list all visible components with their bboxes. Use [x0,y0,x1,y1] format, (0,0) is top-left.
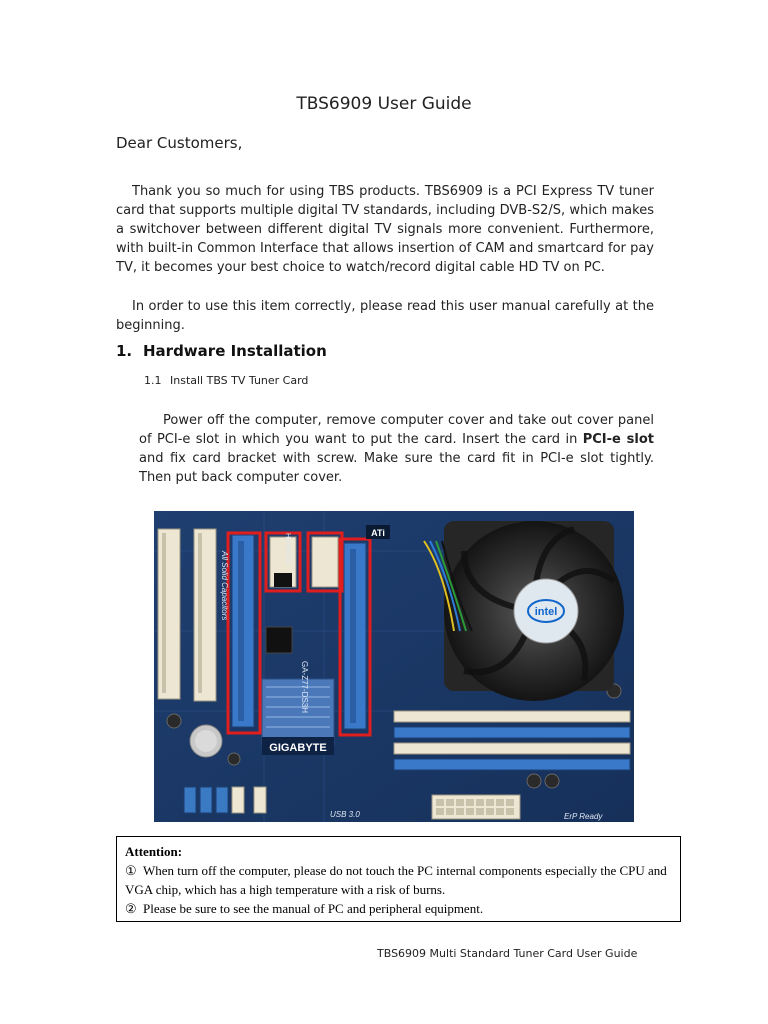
usb-label: USB 3.0 [330,810,360,819]
attention-mark-1: ① [125,863,137,878]
attention-text-1: When turn off the computer, please do not touch the PC internal components especially the CPU and VGA chip, which has a high temperature with a risk of burns. [125,863,667,897]
install-text-1: Power off the computer, remove computer cover and take out cover panel of PCI-e slot in which you want to put the card. Insert the card in [139,413,654,447]
install-text-2: and fix card bracket with screw. Make sure the card fit in PCI-e slot tightly. Then put back computer cover. [139,451,654,485]
page-footer: TBS6909 Multi Standard Tuner Card User Guide [377,947,638,960]
install-text-bold: PCI-e slot [582,432,655,447]
board-model-label: GA-Z77-DS3H [300,661,309,714]
section-number: 1. [116,342,133,360]
solid-caps-label: All Solid Capacitors [220,551,229,621]
attention-heading: Attention: [125,844,183,859]
attention-item-1 [125,861,672,899]
subsection-heading [144,374,308,387]
erp-label: ErP Ready [564,812,603,821]
subsection-number: 1.1 [144,374,162,387]
section-title: Hardware Installation [143,342,327,360]
section-heading [116,342,327,360]
attention-text-2: Please be sure to see the manual of PC and peripheral equipment. [143,901,484,916]
attention-box [116,836,681,922]
salutation: Dear Customers, [116,134,243,152]
install-paragraph [139,411,654,487]
instruction-paragraph [116,297,654,335]
subsection-title: Install TBS TV Tuner Card [170,374,309,387]
motherboard-photo [154,511,634,822]
intro-paragraph [116,182,654,277]
cpu-brand-label: intel [534,606,558,618]
hdmi-label: HDMI/DVI [284,533,291,565]
instruction-text: In order to use this item correctly, please read this user manual carefully at the beginning. [116,299,654,333]
ati-label: ATi [371,528,385,538]
document-title: TBS6909 User Guide [296,94,472,114]
attention-mark-2: ② [125,901,137,916]
attention-item-2 [125,899,672,918]
brand-label: GIGABYTE [269,742,327,754]
intro-text: Thank you so much for using TBS products. TBS6909 is a PCI Express TV tuner card that supports multiple digital TV standards, including DVB-S2/S, which makes a switchover between different digital TV signals more convenient. Furthermore, with built-in Common Interface that allows insertion of CAM and smartcard for pay TV, it becomes your best choice to watch/record digital cable HD TV on PC. [116,184,654,275]
